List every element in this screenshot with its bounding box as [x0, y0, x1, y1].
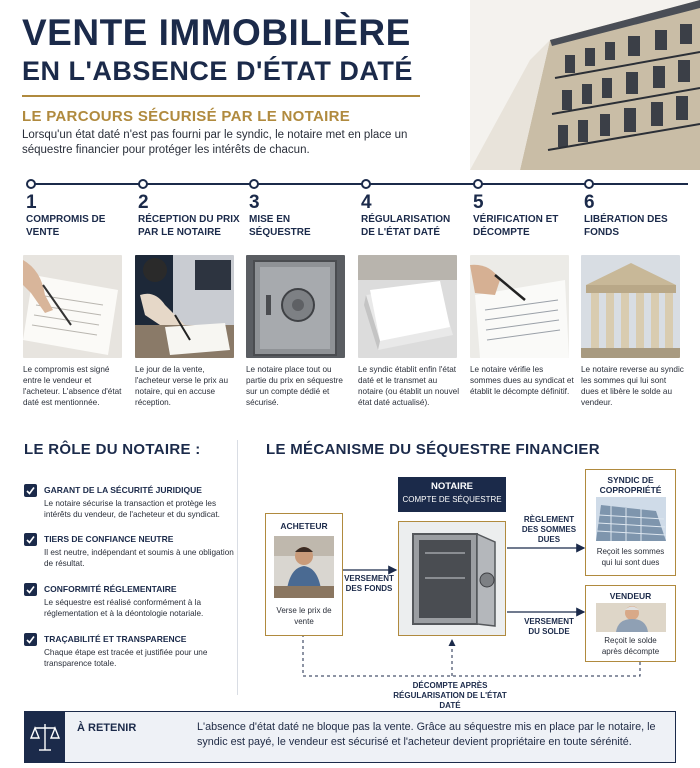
step-description: Le compromis est signé entre le vendeur et l'acheteur. L'absence d'état daté est mentionnée.: [23, 365, 122, 407]
step-number: 4: [361, 192, 372, 213]
step-number: 1: [26, 192, 37, 213]
step-description: Le notaire reverse au syndic les sommes qui lui sont dues et libère le solde au vendeur.: [581, 365, 684, 407]
role-description: Le notaire sécurise la transaction et protège les intérêts du vendeur, de l'acheteur et du syndicat.: [44, 499, 220, 519]
step-label: LIBÉRATION DES FONDS: [584, 214, 668, 238]
step-number: 5: [473, 192, 484, 213]
vendeur-description: Reçoit le solde après décompte: [601, 636, 660, 656]
flow-label-decompte: DÉCOMPTE APRÈS RÉGULARISATION DE L'ÉTAT DATÉ: [393, 681, 507, 710]
step-number: 3: [249, 192, 260, 213]
flow-label-versement-solde: VERSEMENT DU SOLDE: [524, 617, 574, 636]
acheteur-description: Verse le prix de vente: [276, 606, 332, 626]
step-label: RÉCEPTION DU PRIX PAR LE NOTAIRE: [138, 214, 240, 238]
safe-card: [398, 521, 506, 636]
flow-label-reglement: RÈGLEMENT DES SOMMES DUES: [521, 515, 577, 544]
page-title-line2: EN L'ABSENCE D'ÉTAT DATÉ: [22, 56, 413, 86]
office-building-photo: [596, 497, 666, 541]
step-label: MISE EN SÉQUESTRE: [249, 214, 311, 238]
vendeur-card: [585, 585, 676, 662]
role-title: TRAÇABILITÉ ET TRANSPARENCE: [44, 634, 187, 644]
step-description: Le syndic établit enfin l'état daté et le transmet au notaire (ou établit un nouvel état daté actualisé).: [358, 365, 460, 407]
retenir-label: À RETENIR: [77, 722, 137, 734]
step-label: COMPROMIS DE VENTE: [26, 214, 106, 238]
role-description: Chaque étape est tracée et justifiée pour une transparence totale.: [44, 648, 208, 668]
mechanism-heading: LE MÉCANISME DU SÉQUESTRE FINANCIER: [266, 441, 600, 458]
step-label: VÉRIFICATION ET DÉCOMPTE: [473, 214, 559, 238]
scales-icon: [25, 712, 65, 762]
acheteur-card: [265, 513, 343, 636]
vendeur-title: VENDEUR: [609, 591, 652, 601]
syndic-description: Reçoit les sommes qui lui sont dues: [596, 547, 665, 567]
retenir-box: [24, 711, 676, 763]
page-title: VENTE IMMOBILIÈRE: [22, 12, 411, 53]
notaire-title-text: NOTAIRE: [430, 481, 474, 492]
page-subtitle: LE PARCOURS SÉCURISÉ PAR LE NOTAIRE: [22, 108, 351, 125]
step-description: Le notaire place tout ou partie du prix en séquestre sur un compte dédié et sécurisé.: [246, 365, 343, 407]
syndic-card: [585, 469, 676, 576]
step-number: 6: [584, 192, 595, 213]
buyer-photo: [274, 536, 334, 598]
step-description: Le notaire vérifie les sommes dues au syndicat et établit le décompte définitif.: [470, 365, 574, 396]
role-title: TIERS DE CONFIANCE NEUTRE: [44, 534, 174, 544]
role-title: CONFORMITÉ RÉGLEMENTAIRE: [44, 584, 177, 594]
retenir-text: L'absence d'état daté ne bloque pas la vente. Grâce au séquestre mis en place par le notaire, le syndic est payé, le vendeur est sécurisé et l'acheteur devient propriétaire en toute sérénité.: [197, 721, 656, 748]
syndic-title: SYNDIC DE COPROPRIÉTÉ: [599, 475, 662, 495]
step-number: 2: [138, 192, 149, 213]
role-description: Le séquestre est réalisé conformément à la réglementation et à la déontologie notariale.: [44, 598, 204, 618]
intro-text: Lorsqu'un état daté n'est pas fourni par le syndic, le notaire met en place un séquestre financier pour protéger les intérêts de chacun.: [22, 129, 408, 156]
role-description: Il est neutre, indépendant et soumis à une obligation de résultat.: [44, 548, 234, 568]
safe-icon: [399, 522, 505, 635]
step-description: Le jour de la vente, l'acheteur verse le prix au notaire, qui en accuse réception.: [135, 365, 229, 407]
role-title: GARANT DE LA SÉCURITÉ JURIDIQUE: [44, 485, 202, 495]
flow-label-versement-fonds: VERSEMENT DES FONDS: [344, 574, 394, 593]
step-label: RÉGULARISATION DE L'ÉTAT DATÉ: [361, 214, 451, 238]
role-heading: LE RÔLE DU NOTAIRE :: [24, 441, 201, 458]
notaire-subtitle: COMPTE DE SÉQUESTRE: [402, 495, 502, 504]
acheteur-title: ACHETEUR: [280, 521, 328, 531]
seller-photo: [596, 603, 666, 632]
